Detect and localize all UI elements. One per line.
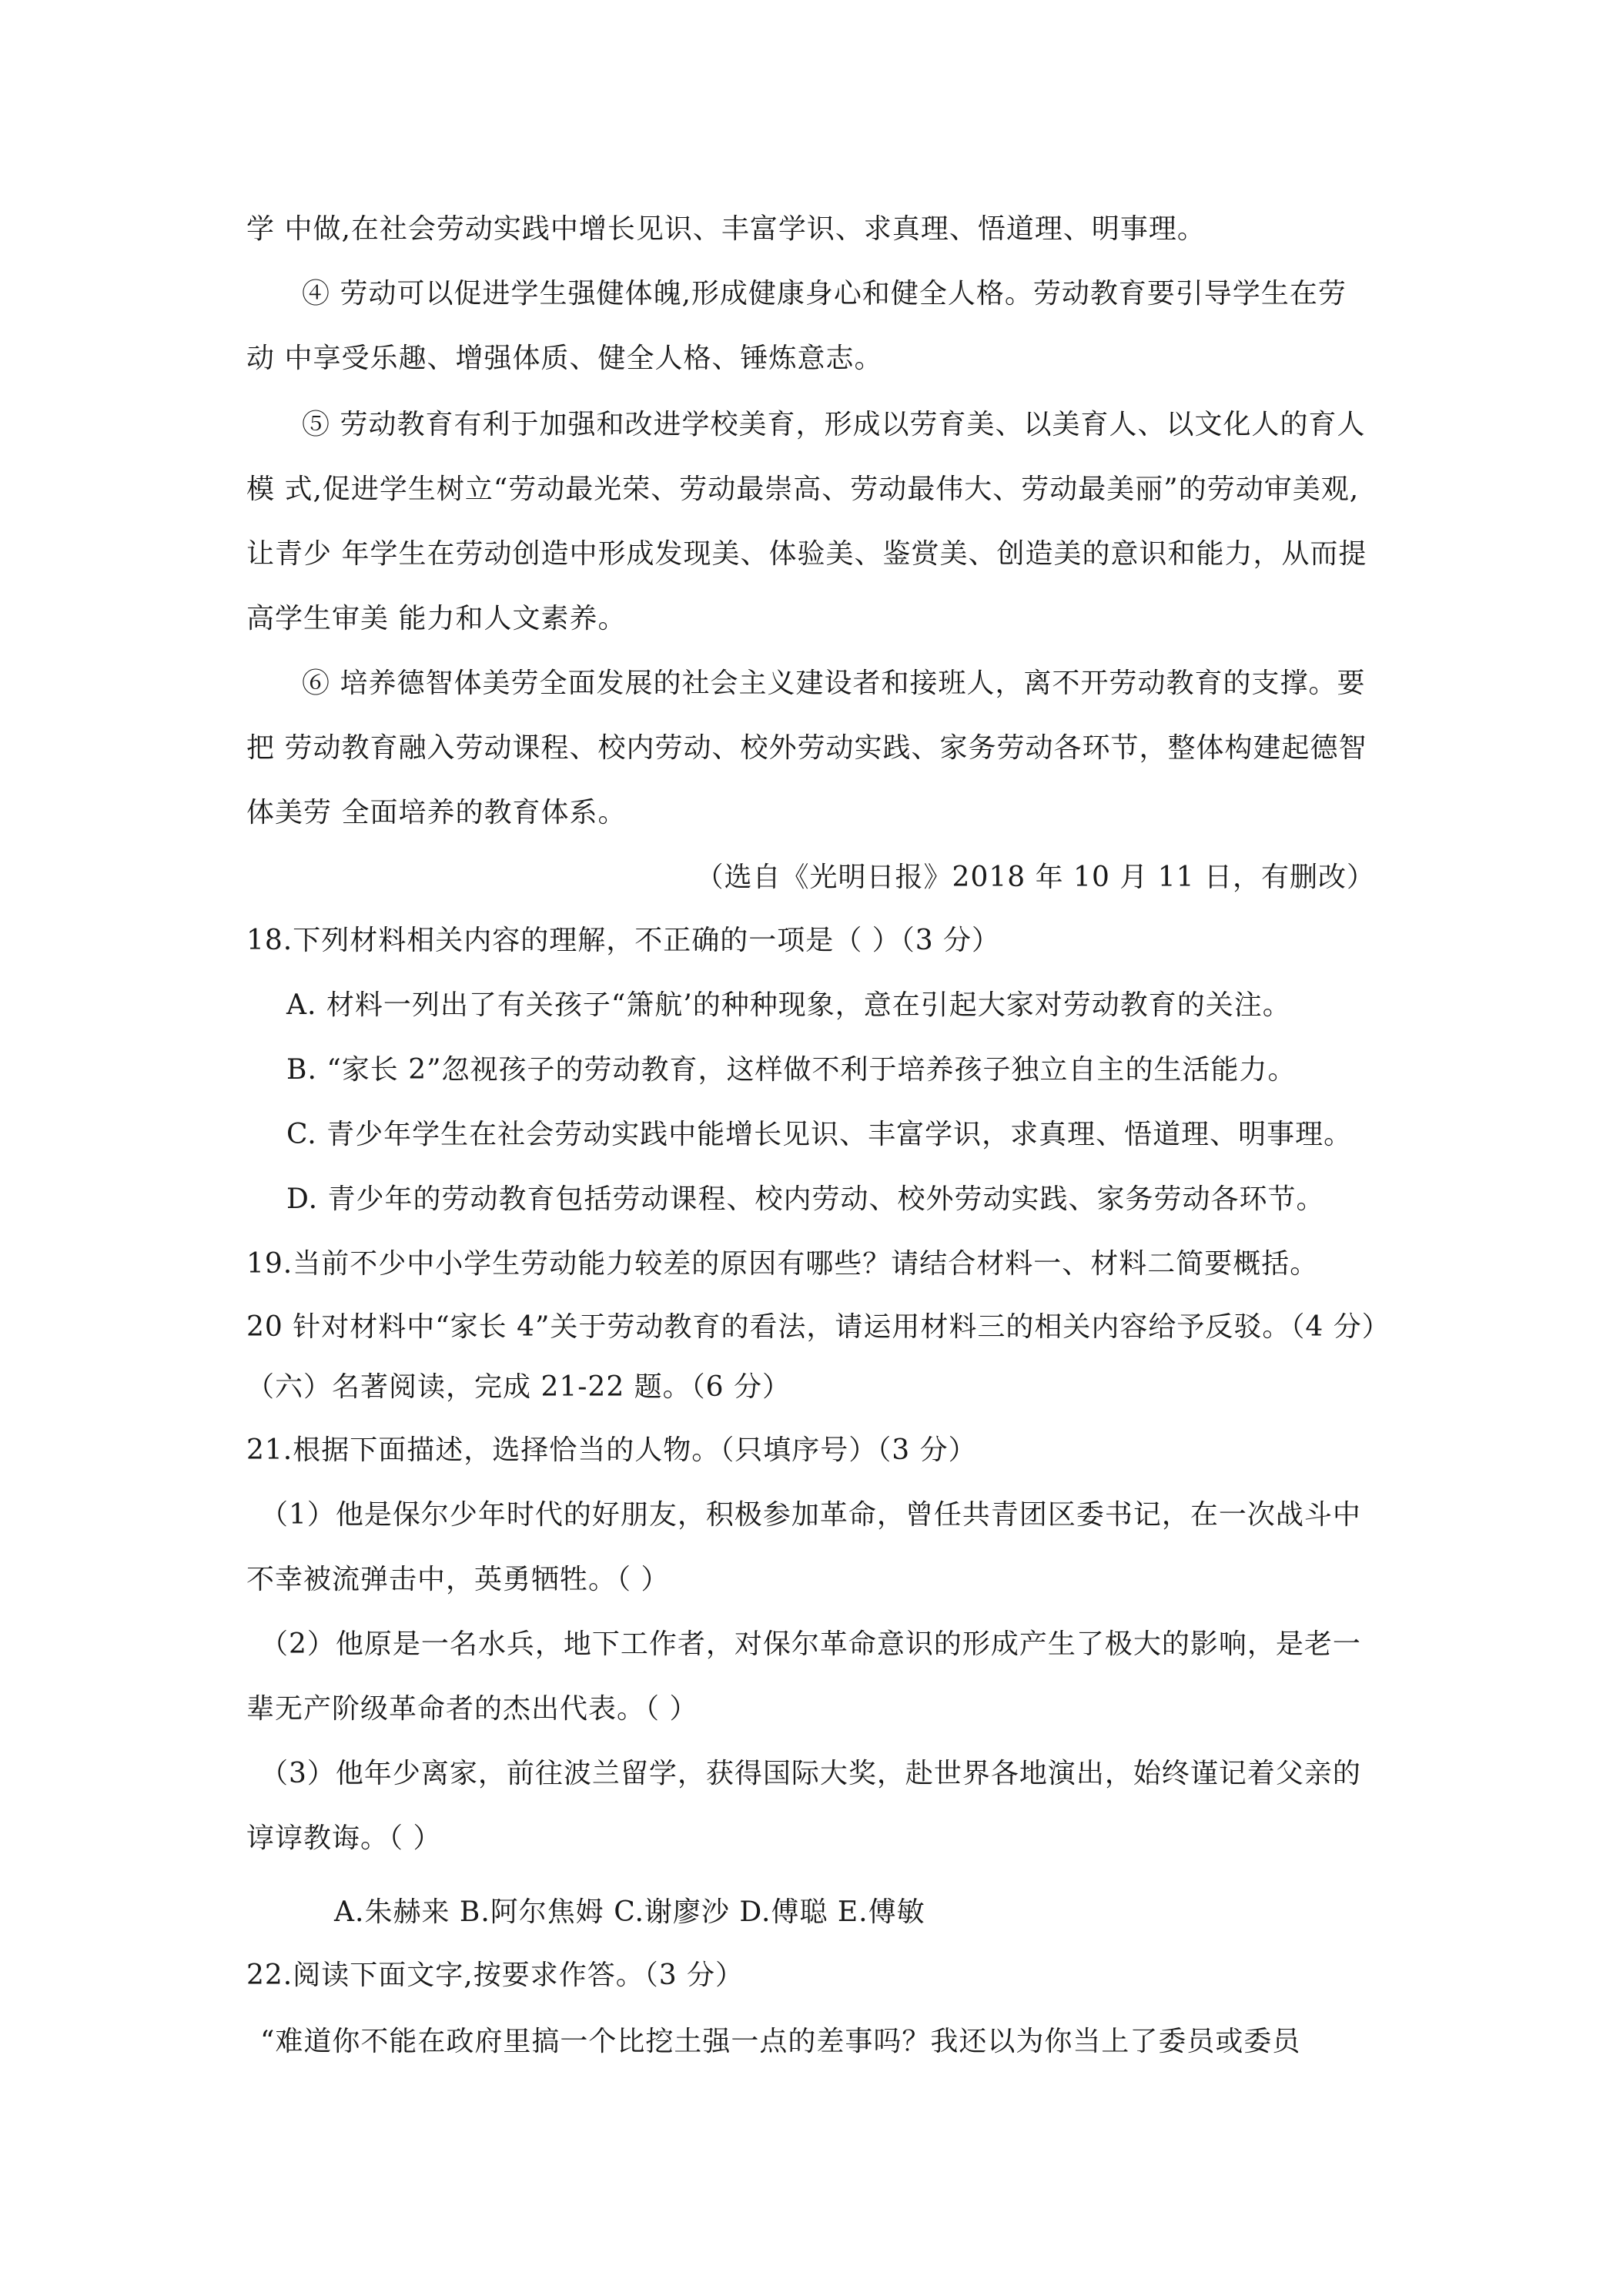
question-21-item-3: （3）他年少离家，前往波兰留学，获得国际大奖，赴世界各地演出，始终谨记着父亲的 (260, 1758, 1361, 1789)
option-c: C. 青少年学生在社会劳动实践中能增长见识、丰富学识，求真理、悟道理、明事理。 (286, 1119, 1353, 1150)
text-line: 学 中做,在社会劳动实践中增长见识、丰富学识、求真理、悟道理、明事理。 (246, 213, 1206, 245)
option-d: D. 青少年的劳动教育包括劳动课程、校内劳动、校外劳动实践、家务劳动各环节。 (286, 1183, 1325, 1215)
question-21-item-2: （2）他原是一名水兵，地下工作者，对保尔革命意识的形成产生了极大的影响，是老一 (260, 1628, 1361, 1660)
text-line: 模 式,促进学生树立“劳动最光荣、劳动最崇高、劳动最伟大、劳动最美丽”的劳动审美观, (246, 474, 1360, 505)
section-heading: （六）名著阅读，完成 21-22 题。（6 分） (246, 1371, 791, 1403)
question-21-item-1: （1）他是保尔少年时代的好朋友，积极参加革命，曾任共青团区委书记，在一次战斗中 (260, 1499, 1361, 1531)
text-line: 动 中享受乐趣、增强体质、健全人格、锤炼意志。 (246, 343, 883, 374)
text-line: 让青少 年学生在劳动创造中形成发现美、体验美、鉴赏美、创造美的意识和能力，从而提 (246, 538, 1367, 570)
paragraph-4-start: ④ 劳动可以促进学生强健体魄,形成健康身心和健全人格。劳动教育要引导学生在劳 (302, 278, 1347, 310)
text-line: 不幸被流弹击中，英勇牺牲。（ ） (246, 1564, 670, 1595)
question-20: 20 针对材料中“家长 4”关于劳动教育的看法，请运用材料三的相关内容给予反驳。（4 分） (246, 1311, 1390, 1343)
option-a: A. 材料一列出了有关孩子“箫航’的种种现象，意在引起大家对劳动教育的关注。 (286, 989, 1291, 1021)
option-b: B. “家长 2”忽视孩子的劳动教育，这样做不利于培养孩子独立自主的生活能力。 (286, 1054, 1297, 1086)
source-citation: （选自《光明日报》2018 年 10 月 11 日，有删改） (695, 862, 1375, 893)
text-line: 体美劳 全面培养的教育体系。 (246, 797, 627, 828)
text-line: 高学生审美 能力和人文素养。 (246, 603, 627, 634)
text-line: 把 劳动教育融入劳动课程、校内劳动、校外劳动实践、家务劳动各环节，整体构建起德智 (246, 732, 1367, 764)
question-21: 21.根据下面描述，选择恰当的人物。（只填序号）（3 分） (246, 1434, 977, 1466)
question-19: 19.当前不少中小学生劳动能力较差的原因有哪些？请结合材料一、材料二简要概括。 (246, 1248, 1319, 1280)
text-line: 谆谆教诲。（ ） (246, 1822, 442, 1854)
paragraph-5-start: ⑤ 劳动教育有利于加强和改进学校美育，形成以劳育美、以美育人、以文化人的育人 (302, 409, 1366, 440)
text-line: 辈无产阶级革命者的杰出代表。（ ） (246, 1693, 698, 1725)
paragraph-6-start: ⑥ 培养德智体美劳全面发展的社会主义建设者和接班人，离不开劳动教育的支撑。要 (302, 668, 1366, 699)
question-22: 22.阅读下面文字,按要求作答。（3 分） (246, 1960, 745, 1991)
quote-text: “难道你不能在政府里搞一个比挖土强一点的差事吗？我还以为你当上了委员或委员 (260, 2026, 1301, 2057)
answer-options: A.朱赫来 B.阿尔焦姆 C.谢廖沙 D.傅聪 E.傅敏 (334, 1896, 925, 1928)
question-18: 18.下列材料相关内容的理解，不正确的一项是（ ）（3 分） (246, 925, 1001, 956)
